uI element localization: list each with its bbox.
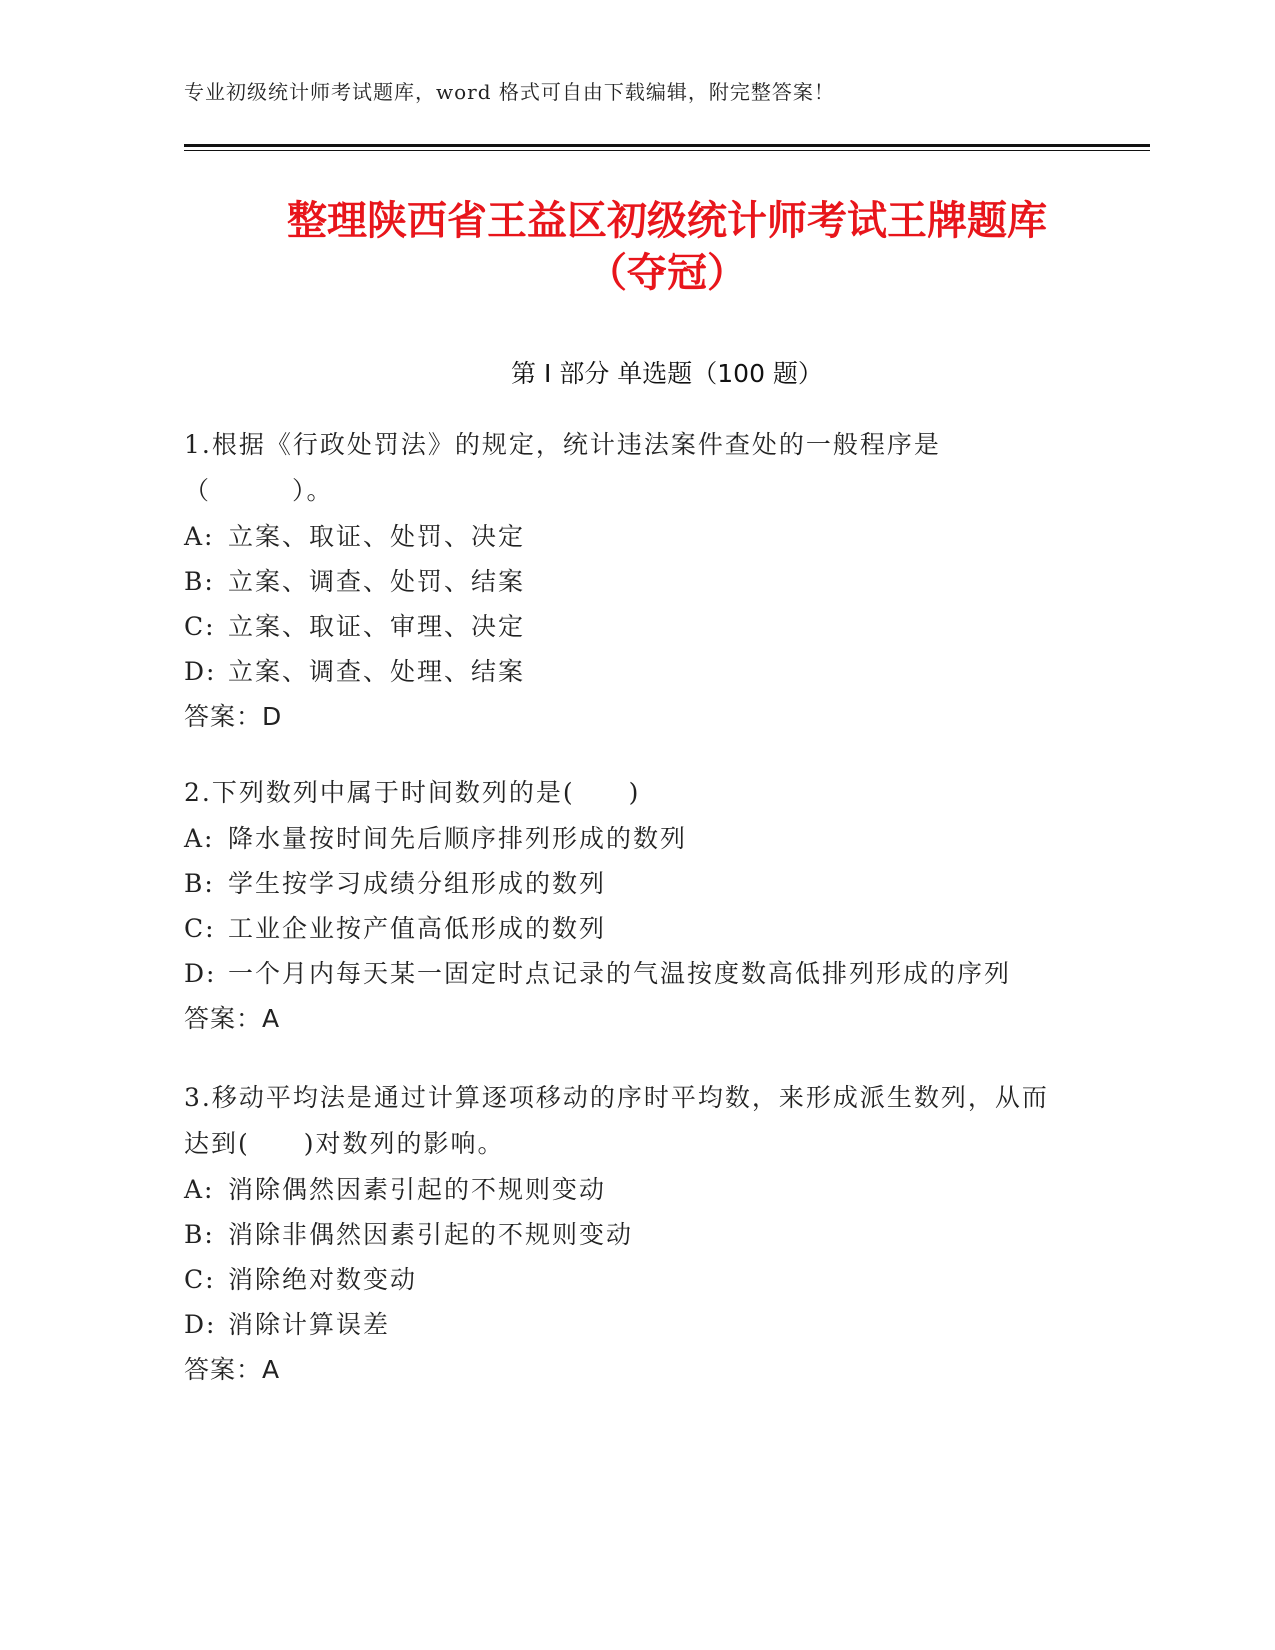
- option-letter: B:: [184, 869, 215, 898]
- option-letter: B:: [184, 1220, 215, 1249]
- option-text: 立案、取证、审理、决定: [228, 612, 526, 641]
- answer-line: 答案：D: [184, 702, 283, 731]
- option-letter: D:: [184, 1310, 217, 1339]
- document-title: [184, 195, 1150, 299]
- document-title-line2: （夺冠）: [587, 250, 747, 296]
- option-text: 立案、取证、处罚、决定: [228, 522, 526, 551]
- option-letter: D:: [184, 959, 217, 988]
- option-letter: C:: [184, 1265, 216, 1294]
- option-letter: B:: [184, 567, 215, 596]
- option-letter: A:: [184, 522, 215, 551]
- option-letter: D:: [184, 657, 217, 686]
- option-text: 工业企业按产值高低形成的数列: [228, 914, 607, 943]
- option-b: [184, 1212, 1074, 1257]
- option-b: [184, 559, 1074, 604]
- header-note: 专业初级统计师考试题库，word 格式可自由下载编辑，附完整答案！: [184, 80, 835, 104]
- section-title: 第 I 部分 单选题（100 题）: [511, 359, 823, 388]
- option-text: 消除计算误差: [228, 1310, 391, 1339]
- option-letter: C:: [184, 612, 216, 641]
- question-stem: 3.移动平均法是通过计算逐项移动的序时平均数，来形成派生数列，从而达到( )对数列的影响。: [184, 1083, 1049, 1158]
- option-text: 消除非偶然因素引起的不规则变动: [228, 1220, 634, 1249]
- option-letter: A:: [184, 1175, 215, 1204]
- option-a: [184, 1167, 1074, 1212]
- option-text: 立案、调查、处罚、结案: [228, 567, 526, 596]
- option-d: [184, 951, 1074, 996]
- option-text: 消除偶然因素引起的不规则变动: [228, 1175, 607, 1204]
- option-text: 一个月内每天某一固定时点记录的气温按度数高低排列形成的序列: [228, 959, 1012, 988]
- option-text: 立案、调查、处理、结案: [228, 657, 526, 686]
- option-c: [184, 604, 1074, 649]
- option-c: [184, 1257, 1074, 1302]
- option-d: [184, 649, 1074, 694]
- question-stem: 1.根据《行政处罚法》的规定，统计违法案件查处的一般程序是（ ）。: [184, 430, 941, 505]
- option-text: 消除绝对数变动: [228, 1265, 418, 1294]
- option-text: 学生按学习成绩分组形成的数列: [228, 869, 607, 898]
- option-text: 降水量按时间先后顺序排列形成的数列: [228, 824, 688, 853]
- option-b: [184, 861, 1074, 906]
- option-d: [184, 1302, 1074, 1347]
- question-stem: 2.下列数列中属于时间数列的是( ): [184, 778, 641, 807]
- question-1: [184, 422, 1074, 740]
- question-2: [184, 770, 1074, 1042]
- header-divider-thick: [184, 144, 1150, 147]
- option-a: [184, 514, 1074, 559]
- header-divider-thin: [184, 150, 1150, 151]
- answer-line: 答案：A: [184, 1355, 281, 1384]
- option-a: [184, 816, 1074, 861]
- option-letter: C:: [184, 914, 216, 943]
- answer-line: 答案：A: [184, 1004, 281, 1033]
- question-3: [184, 1075, 1074, 1393]
- option-letter: A:: [184, 824, 215, 853]
- document-title-line1: 整理陕西省王益区初级统计师考试王牌题库: [287, 198, 1047, 244]
- option-c: [184, 906, 1074, 951]
